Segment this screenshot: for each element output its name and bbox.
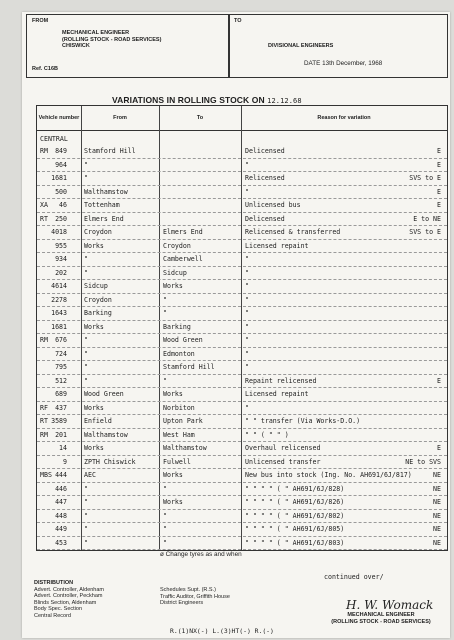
table-row bbox=[37, 536, 447, 551]
row-code: NE bbox=[433, 484, 441, 493]
col-header-from: From bbox=[81, 106, 159, 131]
to-label: TO bbox=[234, 18, 242, 24]
continued-note: continued over/ bbox=[324, 573, 384, 581]
row-reason: Unlicensed transfer bbox=[245, 457, 321, 466]
row-reason: " bbox=[245, 295, 249, 304]
signatory-line: MECHANICAL ENGINEER bbox=[347, 612, 415, 618]
bottom-line: R.(1)NX(-) L.(3)HT(-) R.(-) bbox=[170, 627, 274, 635]
row-ref: RF bbox=[40, 403, 48, 412]
row-to: Works bbox=[163, 471, 183, 479]
row-vehicle-number: 849 bbox=[55, 147, 67, 155]
row-reason: " bbox=[245, 403, 249, 412]
signatory-block bbox=[316, 612, 446, 625]
table-row bbox=[37, 279, 447, 294]
reference: Ref. C16B bbox=[32, 66, 58, 72]
row-to: Sidcup bbox=[163, 268, 187, 277]
row-code: NE bbox=[433, 511, 441, 520]
row-reason: " bbox=[245, 268, 249, 277]
row-to: " bbox=[163, 525, 167, 533]
row-from: " bbox=[84, 538, 88, 547]
document-date: DATE 13th December, 1968 bbox=[304, 60, 383, 67]
row-from: Sidcup bbox=[84, 282, 108, 290]
row-from: Walthamstow bbox=[84, 430, 128, 439]
row-to: " bbox=[163, 538, 167, 547]
row-reason: " bbox=[245, 363, 249, 371]
table-row bbox=[37, 441, 447, 456]
table-row bbox=[37, 428, 447, 443]
row-vehicle-number: 437 bbox=[55, 403, 67, 412]
row-vehicle-number: 449 bbox=[55, 525, 67, 533]
row-from: " bbox=[84, 160, 88, 169]
row-from: " bbox=[84, 376, 88, 385]
row-reason: " " transfer (Via Works-D.O.) bbox=[245, 417, 361, 425]
row-from: " bbox=[84, 268, 88, 277]
row-from: Walthamstow bbox=[84, 187, 128, 196]
row-code: E bbox=[437, 160, 441, 169]
row-vehicle-number: 964 bbox=[55, 160, 67, 169]
row-from: Tottenham bbox=[84, 201, 120, 209]
distribution-line: Advert. Controller, Peckham bbox=[34, 593, 103, 600]
from-address bbox=[62, 30, 161, 50]
row-from: Works bbox=[84, 403, 104, 412]
table-row bbox=[37, 158, 447, 173]
row-code: NE bbox=[433, 525, 441, 533]
row-vehicle-number: 4614 bbox=[51, 282, 67, 290]
table-row bbox=[37, 495, 447, 510]
row-from: Barking bbox=[84, 309, 112, 317]
row-code: SVS to E bbox=[409, 228, 441, 236]
table-row bbox=[37, 455, 447, 470]
row-from: " bbox=[84, 349, 88, 358]
to-recipient: DIVISIONAL ENGINEERS bbox=[268, 43, 334, 49]
table-row bbox=[37, 347, 447, 362]
distribution-block bbox=[34, 580, 104, 620]
from-label: FROM bbox=[32, 18, 49, 24]
table-row bbox=[37, 374, 447, 389]
table-row bbox=[37, 482, 447, 497]
row-from: " bbox=[84, 511, 88, 520]
row-to: Upton Park bbox=[163, 417, 203, 425]
table-row bbox=[37, 252, 447, 267]
row-reason: " bbox=[245, 282, 249, 290]
row-vehicle-number: 444 bbox=[55, 471, 67, 479]
table-row bbox=[37, 401, 447, 416]
table-row bbox=[37, 144, 447, 159]
row-code: E bbox=[437, 444, 441, 452]
row-from: Works bbox=[84, 444, 104, 452]
col-header-to: To bbox=[159, 106, 241, 131]
row-reason: " " " " ( " AH691/6J/803) bbox=[245, 538, 345, 547]
row-from: Stamford Hill bbox=[84, 147, 136, 155]
table-row bbox=[37, 509, 447, 524]
row-reason: Repaint relicensed bbox=[245, 376, 317, 385]
row-from: Croydon bbox=[84, 295, 112, 304]
row-vehicle-number: 795 bbox=[55, 363, 67, 371]
row-vehicle-number: 1681 bbox=[51, 174, 67, 182]
row-to: " bbox=[163, 376, 167, 385]
to-box bbox=[228, 14, 448, 78]
row-reason: Delicensed bbox=[245, 147, 285, 155]
row-reason: " bbox=[245, 336, 249, 344]
row-to: Works bbox=[163, 390, 183, 398]
row-vehicle-number: 676 bbox=[55, 336, 67, 344]
row-vehicle-number: 46 bbox=[59, 201, 67, 209]
section-label: CENTRAL bbox=[40, 135, 68, 143]
row-code: NE to SVS bbox=[405, 457, 441, 466]
row-code: SVS to E bbox=[409, 174, 441, 182]
row-from: " bbox=[84, 498, 88, 506]
row-vehicle-number: 2278 bbox=[51, 295, 67, 304]
row-reason: " " " " ( " AH691/6J/802) bbox=[245, 511, 345, 520]
row-to: " bbox=[163, 295, 167, 304]
table-row bbox=[37, 306, 447, 321]
row-vehicle-number: 202 bbox=[55, 268, 67, 277]
row-from: " bbox=[84, 255, 88, 263]
distribution-line: Advert. Controller, Aldenham bbox=[34, 586, 105, 593]
row-vehicle-number: 724 bbox=[55, 349, 67, 358]
title-date: 12.12.68 bbox=[267, 97, 302, 105]
row-reason: Delicensed bbox=[245, 214, 285, 223]
row-vehicle-number: 448 bbox=[55, 511, 67, 520]
middle-line: District Engineers bbox=[160, 600, 204, 607]
row-reason: " bbox=[245, 349, 249, 358]
row-vehicle-number: 934 bbox=[55, 255, 67, 263]
row-reason: " bbox=[245, 322, 249, 331]
row-vehicle-number: 447 bbox=[55, 498, 67, 506]
table-row bbox=[37, 266, 447, 281]
row-to: Works bbox=[163, 282, 183, 290]
row-to: Elmers End bbox=[163, 228, 203, 236]
row-to: Croydon bbox=[163, 241, 191, 250]
row-vehicle-number: 14 bbox=[59, 444, 67, 452]
table-row bbox=[37, 522, 447, 537]
row-to: " bbox=[163, 484, 167, 493]
row-vehicle-number: 453 bbox=[55, 538, 67, 547]
table-row bbox=[37, 333, 447, 348]
row-vehicle-number: 955 bbox=[55, 241, 67, 250]
row-code: NE bbox=[433, 471, 441, 479]
table-row bbox=[37, 414, 447, 429]
row-from: Enfield bbox=[84, 417, 112, 425]
document-title bbox=[112, 95, 302, 105]
row-from: ZPTH Chiswick bbox=[84, 457, 136, 466]
row-reason: " " " " ( " AH691/6J/826) bbox=[245, 498, 345, 506]
row-to: Camberwell bbox=[163, 255, 203, 263]
row-from: Croydon bbox=[84, 228, 112, 236]
row-from: " bbox=[84, 525, 88, 533]
row-code: E bbox=[437, 376, 441, 385]
row-to: Edmonton bbox=[163, 349, 195, 358]
row-to: Works bbox=[163, 498, 183, 506]
row-vehicle-number: 9 bbox=[63, 457, 67, 466]
row-to: Walthamstow bbox=[163, 444, 207, 452]
row-from: Works bbox=[84, 322, 104, 331]
col-header-vehicle: Vehicle number bbox=[37, 106, 81, 131]
row-from: Wood Green bbox=[84, 390, 124, 398]
row-reason: " bbox=[245, 309, 249, 317]
table-row bbox=[37, 468, 447, 483]
row-to: Fulwell bbox=[163, 457, 191, 466]
distribution-line: Central Record bbox=[34, 612, 71, 619]
from-line-2: (ROLLING STOCK - ROAD SERVICES) bbox=[62, 36, 162, 43]
row-vehicle-number: 446 bbox=[55, 484, 67, 493]
table-row bbox=[37, 212, 447, 227]
row-to: Barking bbox=[163, 322, 191, 331]
row-ref: RM bbox=[40, 430, 48, 439]
col-header-reason: Reason for variation bbox=[241, 106, 447, 131]
row-reason: New bus into stock (Ing. No. AH691/6J/817) bbox=[245, 471, 412, 479]
row-from: Elmers End bbox=[84, 214, 124, 223]
table-row bbox=[37, 387, 447, 402]
row-code: NE bbox=[433, 538, 441, 547]
row-from: " bbox=[84, 484, 88, 493]
row-ref: RT bbox=[40, 214, 48, 223]
row-reason: Licensed repaint bbox=[245, 241, 309, 250]
row-to: Wood Green bbox=[163, 336, 203, 344]
variations-table bbox=[36, 105, 448, 551]
table-row bbox=[37, 171, 447, 186]
row-vehicle-number: 250 bbox=[55, 214, 67, 223]
table-row bbox=[37, 239, 447, 254]
signature: H. W. Womack bbox=[346, 598, 434, 612]
row-to: " bbox=[163, 309, 167, 317]
row-reason: Unlicensed bus bbox=[245, 201, 301, 209]
row-reason: " " " " ( " AH691/6J/828) bbox=[245, 484, 345, 493]
row-reason: Overhaul relicensed bbox=[245, 444, 321, 452]
row-to: West Ham bbox=[163, 430, 195, 439]
row-ref: XA bbox=[40, 201, 48, 209]
middle-line: Traffic Auditor, Griffith House bbox=[160, 593, 230, 600]
row-vehicle-number: 4018 bbox=[51, 228, 67, 236]
row-code: E bbox=[437, 147, 441, 155]
footnote: ø Change tyres as and when bbox=[160, 551, 242, 558]
table-row bbox=[37, 320, 447, 335]
row-reason: Relicensed & transferred bbox=[245, 228, 341, 236]
distribution-line: Body Spec. Section bbox=[34, 606, 83, 613]
row-reason: " " ( " " ) bbox=[245, 430, 289, 439]
middle-distribution bbox=[160, 587, 230, 607]
from-line-3: CHISWICK bbox=[62, 43, 90, 50]
row-code: E bbox=[437, 201, 441, 209]
row-from: " bbox=[84, 363, 88, 371]
row-reason: " bbox=[245, 160, 249, 169]
row-vehicle-number: 1643 bbox=[51, 309, 67, 317]
table-row bbox=[37, 185, 447, 200]
row-ref: RM bbox=[40, 336, 48, 344]
row-code: E bbox=[437, 187, 441, 196]
table-row bbox=[37, 360, 447, 375]
row-to: Norbiton bbox=[163, 403, 195, 412]
row-code: NE bbox=[433, 498, 441, 506]
row-vehicle-number: 3589 bbox=[51, 417, 67, 425]
row-code: E to NE bbox=[413, 214, 441, 223]
row-ref: MBS bbox=[40, 471, 52, 479]
row-to: Stamford Hill bbox=[163, 363, 215, 371]
row-reason: " bbox=[245, 255, 249, 263]
row-vehicle-number: 500 bbox=[55, 187, 67, 196]
row-from: AEC bbox=[84, 471, 96, 479]
row-vehicle-number: 689 bbox=[55, 390, 67, 398]
signatory-line: (ROLLING STOCK - ROAD SERVICES) bbox=[331, 618, 431, 625]
row-reason: " bbox=[245, 187, 249, 196]
table-row bbox=[37, 198, 447, 213]
middle-line: Schedules Supt. (R.S.) bbox=[160, 587, 216, 593]
table-row bbox=[37, 225, 447, 240]
row-ref: RT bbox=[40, 417, 48, 425]
row-from: " bbox=[84, 174, 88, 182]
row-from: Works bbox=[84, 241, 104, 250]
row-vehicle-number: 1681 bbox=[51, 322, 67, 331]
row-reason: Relicensed bbox=[245, 174, 285, 182]
from-line-1: MECHANICAL ENGINEER bbox=[62, 30, 130, 36]
row-vehicle-number: 201 bbox=[55, 430, 67, 439]
title-text: VARIATIONS IN ROLLING STOCK ON bbox=[112, 95, 265, 105]
row-to: " bbox=[163, 511, 167, 520]
row-from: " bbox=[84, 336, 88, 344]
row-reason: Licensed repaint bbox=[245, 390, 309, 398]
row-vehicle-number: 512 bbox=[55, 376, 67, 385]
row-reason: " " " " ( " AH691/6J/805) bbox=[245, 525, 345, 533]
table-row bbox=[37, 293, 447, 308]
row-ref: RM bbox=[40, 147, 48, 155]
distribution-title: DISTRIBUTION bbox=[34, 580, 74, 586]
distribution-line: Blinds Section, Aldenham bbox=[34, 599, 97, 606]
document-page bbox=[22, 12, 450, 638]
